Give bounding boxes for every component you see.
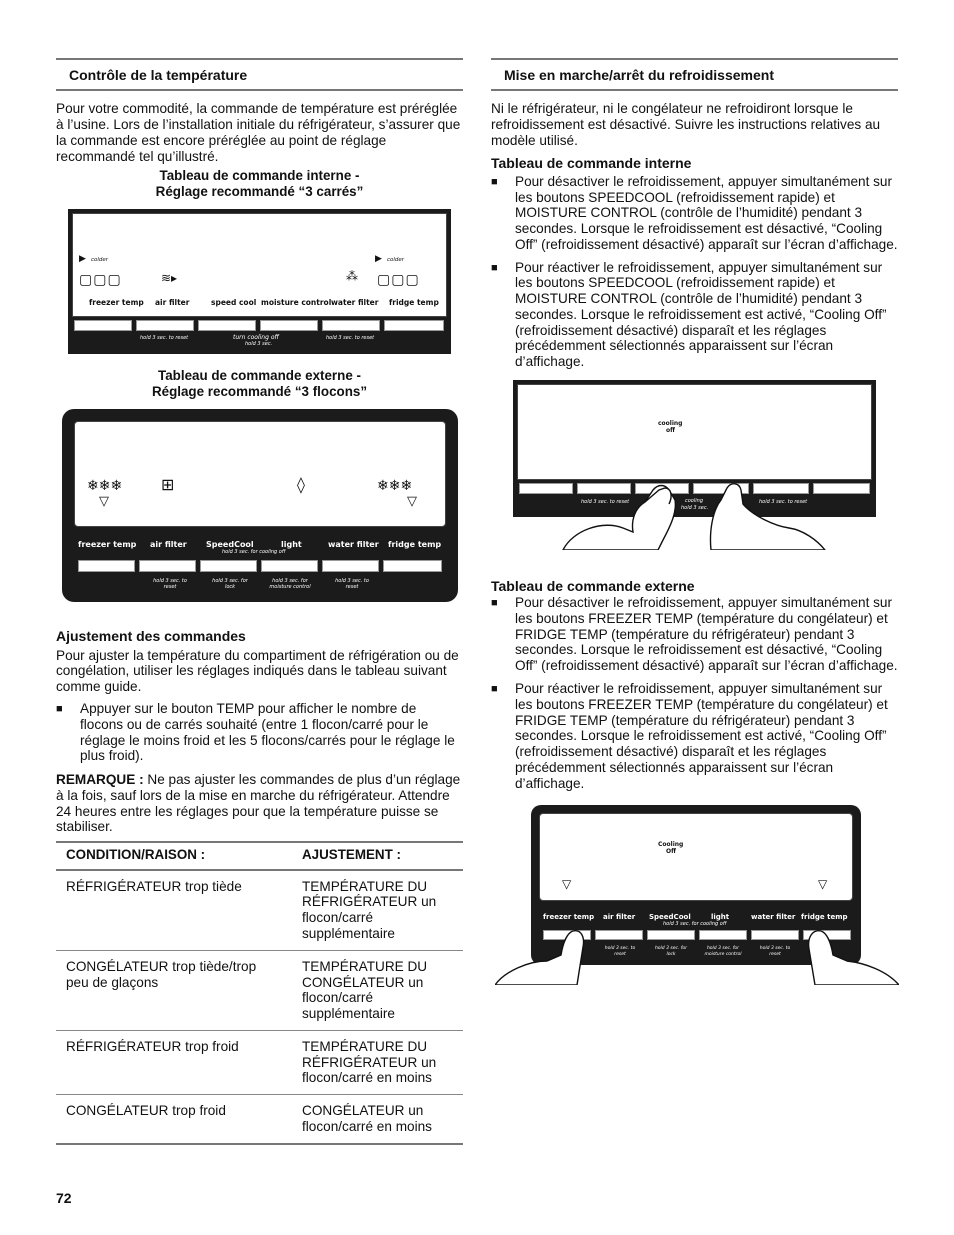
panel1-label-fridge-temp: fridge temp <box>389 298 439 308</box>
flakes-right: ❄❄❄ <box>377 478 413 495</box>
panel2-button-5 <box>322 560 379 572</box>
panel2-caption-line2: Réglage recommandé “3 flocons” <box>151 383 368 399</box>
table-row <box>56 870 463 951</box>
panel4-label-light: light <box>711 913 730 922</box>
panel2-hint-2: hold 3 sec. for lock <box>212 578 248 591</box>
panel2-hint-1: hold 3 sec. to reset <box>153 578 187 591</box>
panel2-hint-3: hold 3 sec. for moisture control <box>269 578 311 591</box>
internal-cooling-off-image <box>513 380 876 550</box>
internal-bullet-2 <box>491 260 898 370</box>
panel2-label-water-filter: water filter <box>328 540 379 550</box>
panel2-caption-line1: Tableau de commande externe - <box>158 368 361 384</box>
panel2-label-light: light <box>281 540 302 550</box>
panel2-hint-cooling: hold 3 sec. for cooling off <box>222 549 286 556</box>
table-cell-adjustment: TEMPÉRATURE DU RÉFRIGÉRATEUR un flocon/carré supplémentaire <box>292 870 463 951</box>
panel4-screen-line1: Cooling <box>658 841 684 849</box>
panel4-label-fridge-temp: fridge temp <box>801 913 848 922</box>
panel1-button-4 <box>260 320 318 331</box>
internal-title: Tableau de commande interne <box>491 154 692 171</box>
panel3-screen-line1: cooling <box>658 419 683 427</box>
table-header-adjustment: AJUSTEMENT : <box>292 842 463 870</box>
water-drop-icon: ◊ <box>297 475 305 495</box>
flakes-left: ❄❄❄ <box>87 478 123 495</box>
panel1-hint-right: hold 3 sec. to reset <box>326 335 375 342</box>
panel1-label-moisture-control: moisture control <box>261 298 332 308</box>
panel3-hint-left: hold 3 sec. to reset <box>581 498 630 505</box>
external-bullet-1 <box>491 595 898 674</box>
panel1-hint-mid-2: hold 3 sec. <box>245 341 273 348</box>
table-row <box>56 950 463 1030</box>
triangle-right-icon: ▽ <box>818 877 828 892</box>
panel2-label-speedcool: SpeedCool <box>206 540 254 550</box>
adjust-bullet <box>56 701 463 764</box>
panel4-label-freezer-temp: freezer temp <box>543 913 595 922</box>
panel1-hint-left: hold 3 sec. to reset <box>140 335 189 342</box>
external-control-panel-image <box>62 409 458 602</box>
internal-bullet-1 <box>491 174 898 253</box>
panel2-label-freezer-temp: freezer temp <box>78 540 137 550</box>
internal-bullet-1-text: Pour désactiver le refroidissement, appuyer simultanément sur les boutons SPEEDCOOL (refroidissement rapide) et MOISTURE CONTROL (contrôle de l’humidité) pendant 3 secondes. Lorsque le refroidissement est désactivé, “Cooling Off” (refroidissement désactivé) apparaît sur l’écran d’affichage. <box>515 173 898 252</box>
panel4-screen-line2: Off <box>666 848 676 856</box>
panel1-label-water-filter: water filter <box>331 298 379 308</box>
external-bullet-2 <box>491 681 898 791</box>
section-title-temperature: Contrôle de la température <box>56 58 463 91</box>
panel4-hint-3: hold 3 sec. for moisture control <box>704 946 742 957</box>
cooling-intro: Ni le réfrigérateur, ni le congélateur ne refroidiront lorsque le refroidissement est désactivé. Suivre les instructions relatives au modèle utilisé. <box>491 101 881 148</box>
panel4-hint-4: hold 3 sec. to reset <box>759 946 791 957</box>
left-column <box>56 58 463 1145</box>
table-row <box>56 1030 463 1094</box>
adjust-title: Ajustement des commandes <box>56 628 246 645</box>
panel2-hint-4: hold 3 sec. to reset <box>335 578 369 591</box>
table-cell-adjustment: TEMPÉRATURE DU CONGÉLATEUR un flocon/carré supplémentaire <box>292 950 463 1030</box>
table-cell-condition: RÉFRIGÉRATEUR trop froid <box>56 1030 292 1094</box>
panel1-hint-mid-1: turn cooling off <box>233 334 279 342</box>
panel1-display <box>72 213 447 317</box>
colder-left-arrow-icon: ▶ <box>79 254 86 265</box>
squares-right: ▢▢▢ <box>377 272 420 289</box>
panel4-label-speedcool: SpeedCool <box>649 913 691 922</box>
colder-right-arrow-icon: ▶ <box>375 254 382 265</box>
panel4-hint-1: hold 3 sec. to reset <box>604 946 636 957</box>
table-cell-adjustment: TEMPÉRATURE DU RÉFRIGÉRATEUR un flocon/carré en moins <box>292 1030 463 1094</box>
panel1-label-freezer-temp: freezer temp <box>89 298 144 308</box>
panel2-button-2 <box>139 560 196 572</box>
section-title-cooling: Mise en marche/arrêt du refroidissement <box>491 58 898 91</box>
external-title: Tableau de commande externe <box>491 577 695 594</box>
panel1-label-air-filter: air filter <box>155 298 190 308</box>
bullet-square-icon: ■ <box>491 683 498 696</box>
panel1-button-1 <box>74 320 132 331</box>
panel4-label-air-filter: air filter <box>603 913 636 922</box>
panel1-button-6 <box>384 320 444 331</box>
right-column <box>491 58 898 985</box>
adjust-bullet-text: Appuyer sur le bouton TEMP pour afficher le nombre de flocons ou de carrés souhaité (entre 1 flocon/carré pour le réglage le moins froid et les 5 flocons/carrés pour le réglage le plus froid). <box>80 701 455 764</box>
external-bullet-2-text: Pour réactiver le refroidissement, appuyer simultanément sur les boutons FREEZER TEMP (température du congélateur) et FRIDGE TEMP (température du réfrigérateur) pendant 3 secondes. Lorsque le refroidissement est activé, “Cooling Off” (refroidissement désactivé) disparaît et les réglages précédemment sélectionnés apparaissent sur l’écran d’affichage. <box>515 681 888 791</box>
panel1-label-speed-cool: speed cool <box>211 298 257 308</box>
table-cell-condition: RÉFRIGÉRATEUR trop tiède <box>56 870 292 951</box>
bullet-square-icon: ■ <box>491 261 498 274</box>
adjustment-table <box>56 841 463 1145</box>
table-header-row <box>56 842 463 870</box>
note-text: Ne pas ajuster les commandes de plus d’un réglage à la fois, sauf lors de la mise en marche du réfrigérateur. Attendre 24 heures entre les réglages pour que la température puisse se stabiliser. <box>56 772 461 835</box>
pressing-hands-icon <box>513 380 876 550</box>
table-cell-condition: CONGÉLATEUR trop tiède/trop peu de glaçons <box>56 950 292 1030</box>
panel4-label-water-filter: water filter <box>751 913 796 922</box>
colder-left-label: colder <box>91 257 109 264</box>
air-filter-icon: ≋▸ <box>161 271 178 286</box>
bullet-square-icon: ■ <box>56 703 63 716</box>
adjust-intro: Pour ajuster la température du compartiment de réfrigération ou de congélation, utiliser les réglages indiqués dans le tableau suivant comme guide. <box>56 647 459 695</box>
panel2-label-air-filter: air filter <box>150 540 187 550</box>
panel3-hint-right: hold 3 sec. to reset <box>759 498 808 505</box>
air-filter-icon: ⊞ <box>161 475 175 495</box>
internal-control-panel-image <box>68 209 451 354</box>
bullet-square-icon: ■ <box>491 597 498 610</box>
panel1-caption-line2: Réglage recommandé “3 carrés” <box>155 183 364 199</box>
external-bullet-1-text: Pour désactiver le refroidissement, appuyer simultanément sur les boutons FREEZER TEMP (température du congélateur) et FRIDGE TEMP (température du réfrigérateur) pendant 3 secondes. Lorsque le refroidissement est désactivé, “Cooling Off” (refroidissement désactivé) apparaît sur l’écran d’affichage. <box>515 595 898 674</box>
panel1-button-3 <box>198 320 256 331</box>
bullet-square-icon: ■ <box>491 175 498 188</box>
triangle-left-icon: ▽ <box>99 494 109 510</box>
panel4-hint-cooling: hold 3 sec. for cooling off <box>663 921 727 928</box>
external-cooling-off-image <box>495 805 899 985</box>
note-label: REMARQUE : <box>56 772 144 788</box>
note <box>56 772 463 835</box>
panel2-button-6 <box>383 560 442 572</box>
panel1-button-2 <box>136 320 194 331</box>
table-cell-adjustment: CONGÉLATEUR un flocon/carré en moins <box>292 1095 463 1144</box>
panel2-button-4 <box>261 560 318 572</box>
panel3-hint-mid-1: cooling <box>685 497 703 504</box>
panel2-caption <box>56 368 463 399</box>
panel2-button-3 <box>200 560 257 572</box>
triangle-left-icon: ▽ <box>562 877 572 892</box>
table-cell-condition: CONGÉLATEUR trop froid <box>56 1095 292 1144</box>
panel1-caption <box>56 168 463 199</box>
panel3-hint-mid-2: hold 3 sec. <box>681 504 709 511</box>
colder-right-label: colder <box>387 257 405 264</box>
panel1-caption-line1: Tableau de commande interne - <box>159 168 360 184</box>
pressing-hands-icon <box>495 805 899 985</box>
panel2-display <box>74 421 446 527</box>
table-row <box>56 1095 463 1144</box>
table-header-condition: CONDITION/RAISON : <box>56 842 292 870</box>
panel2-label-fridge-temp: fridge temp <box>388 540 442 550</box>
panel3-screen-line2: off <box>666 426 675 434</box>
page-number: 72 <box>56 1190 72 1206</box>
panel1-button-5 <box>322 320 380 331</box>
panel4-hint-2: hold 3 sec. for lock <box>654 946 688 957</box>
panel2-button-1 <box>78 560 135 572</box>
internal-bullet-2-text: Pour réactiver le refroidissement, appuyer simultanément sur les boutons SPEEDCOOL (refroidissement rapide) et MOISTURE CONTROL (contrôle de l’humidité) pendant 3 secondes. Lorsque le refroidissement est activé, “Cooling Off” (refroidissement désactivé) disparaît et les réglages précédemment sélectionnés apparaissent sur l’écran d’affichage. <box>515 259 887 370</box>
moisture-drop-icon: ⁂ <box>346 269 358 284</box>
squares-left: ▢▢▢ <box>79 272 122 289</box>
temperature-intro: Pour votre commodité, la commande de température est préréglée à l’usine. Lors de l’installation initiale du réfrigérateur, s’assurer que la commande est encore préréglée au point de réglage recommandé tel qu’illustré. <box>56 101 461 164</box>
triangle-right-icon: ▽ <box>407 494 417 510</box>
